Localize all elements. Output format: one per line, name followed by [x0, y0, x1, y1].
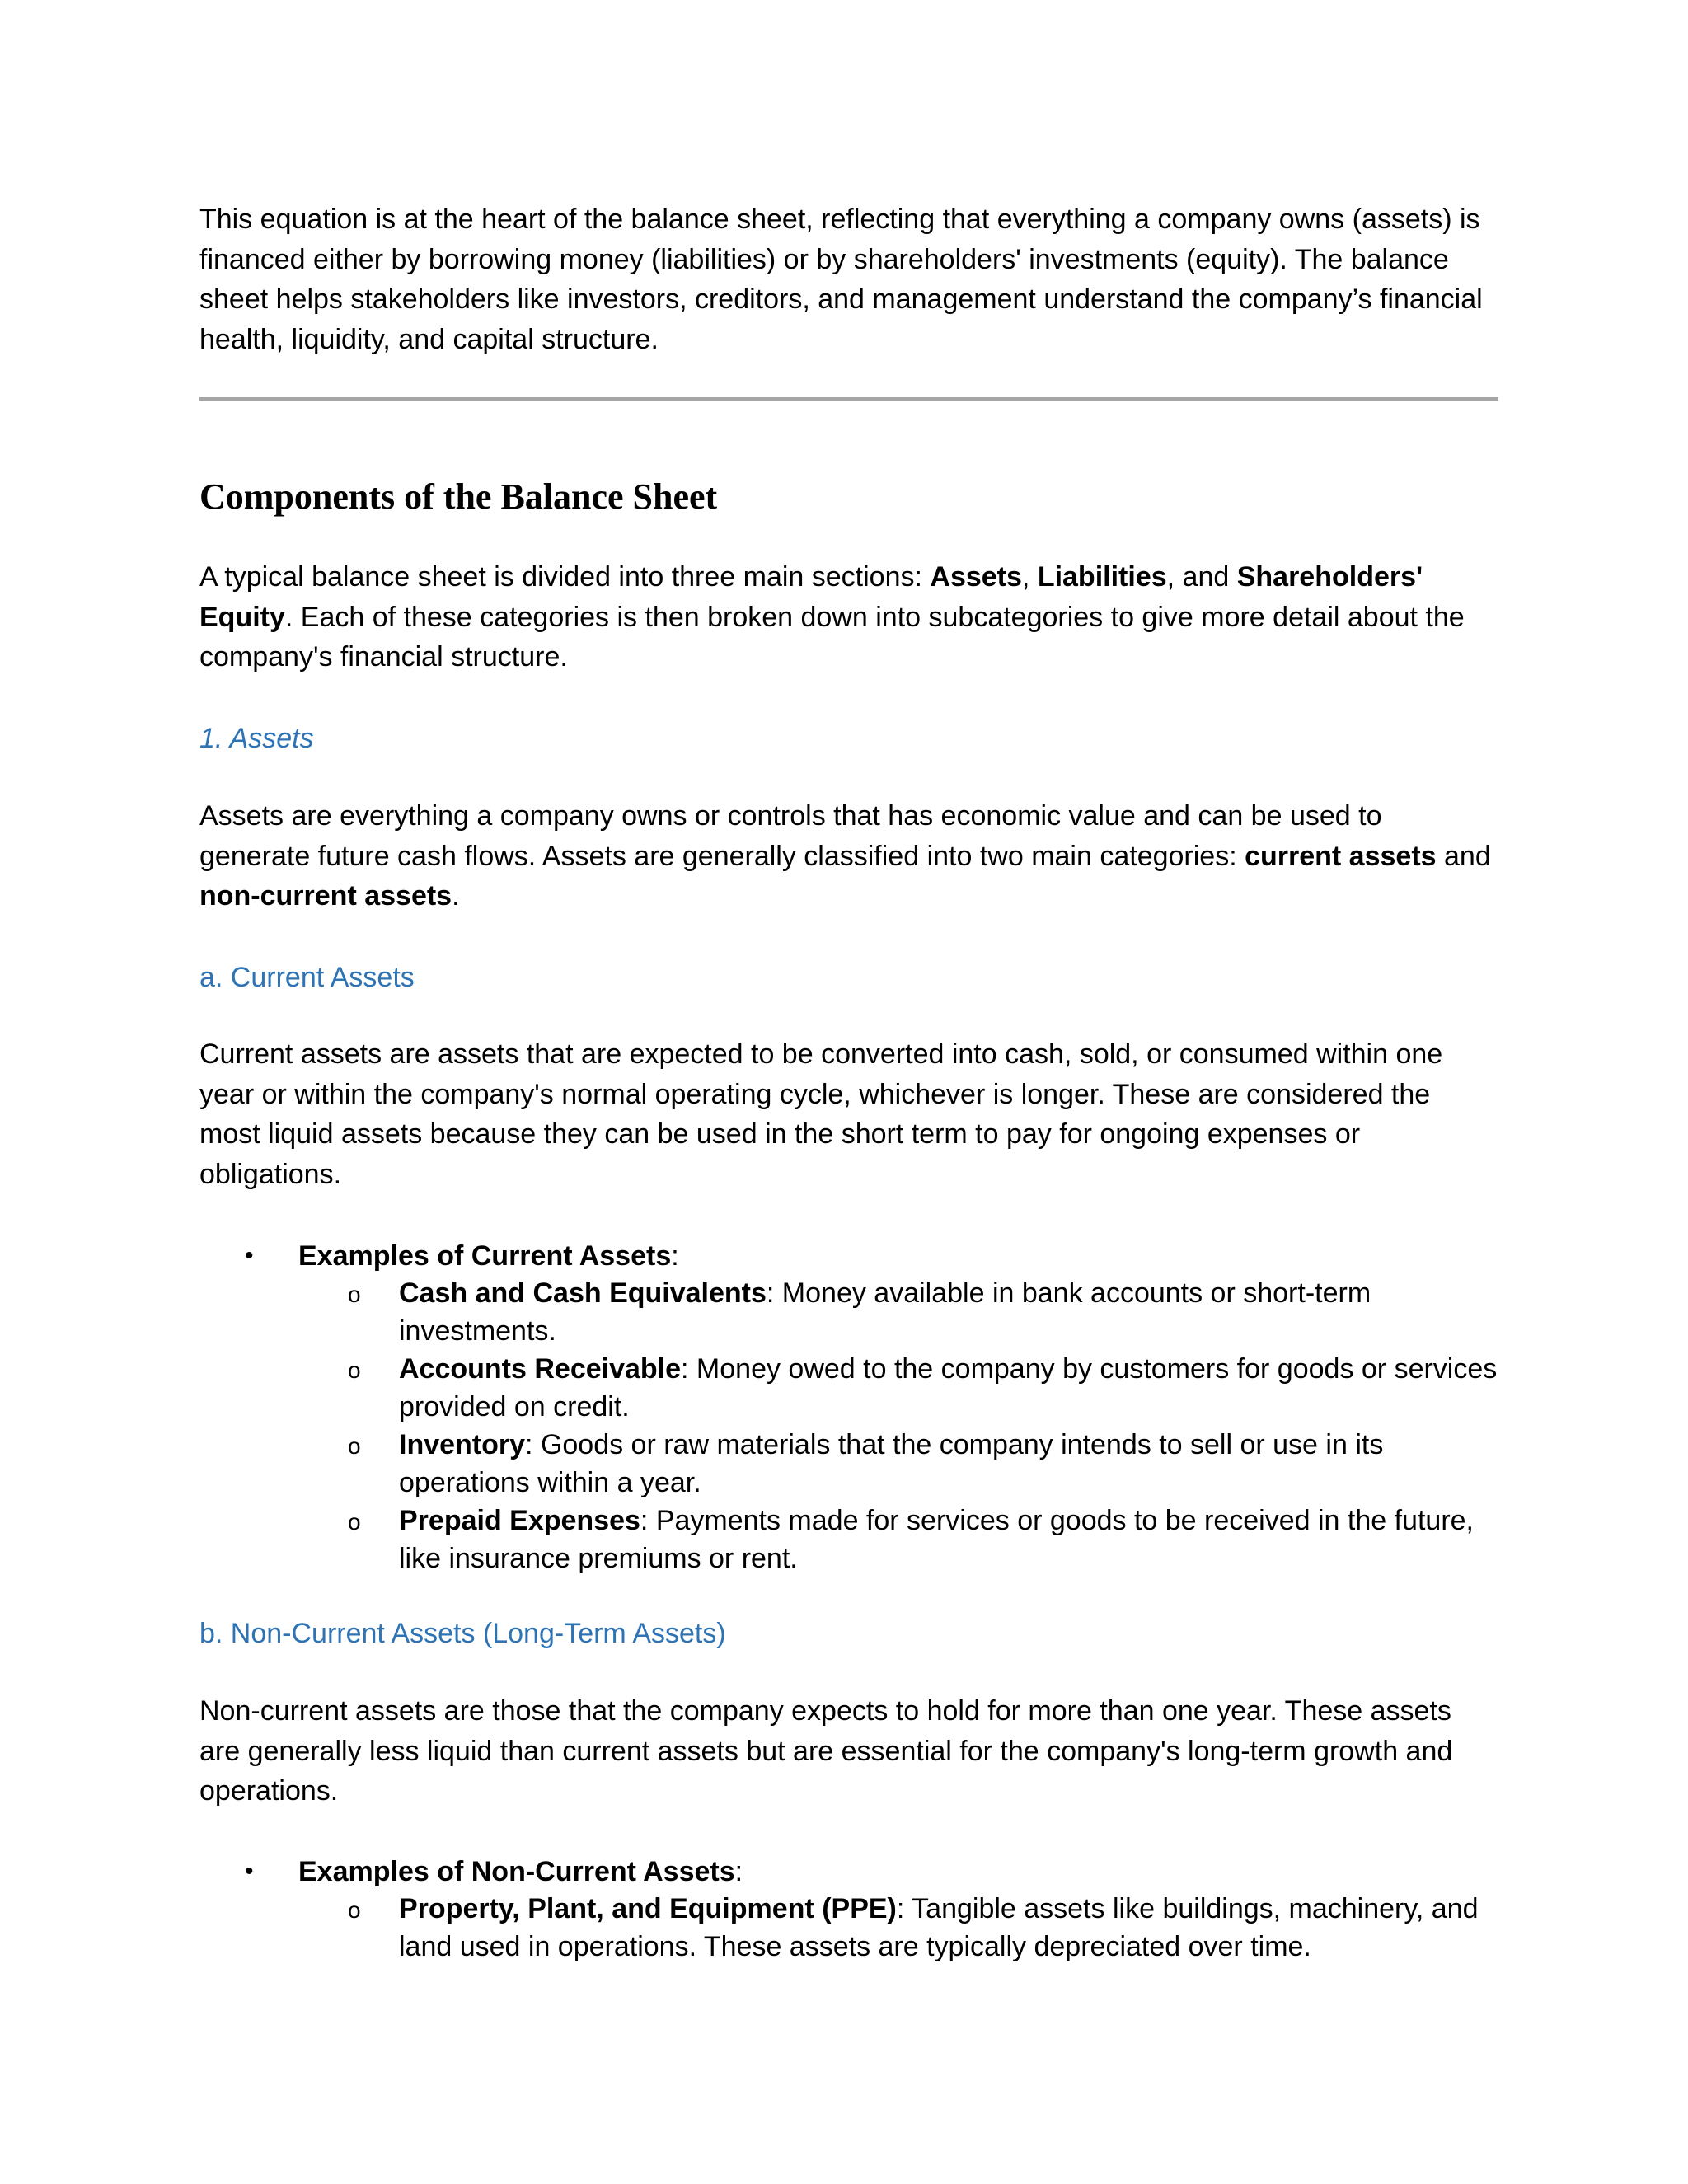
circle-bullet-icon: o	[348, 1282, 361, 1307]
list-item	[199, 1238, 1498, 1274]
noncurrent-assets-sublist	[199, 1890, 1498, 1966]
noncurrent-assets-list	[199, 1854, 1498, 1966]
colon: :	[671, 1240, 679, 1272]
comma: ,	[1021, 561, 1038, 593]
list-item-term: Prepaid Expenses	[399, 1505, 640, 1536]
and-text: , and	[1166, 561, 1237, 593]
current-assets-paragraph: Current assets are assets that are expected to be converted into cash, sold, or consumed within one year or within the company's normal operating cycle, whichever is longer. These are considered the most liquid assets because they can be used in the short term to pay for ongoing expenses or obligations.	[199, 1038, 1443, 1190]
list-item-desc: : Money available in bank accounts or short-term investments.	[399, 1277, 1372, 1347]
list-item	[199, 1890, 1498, 1966]
liabilities-bold: Liabilities	[1037, 561, 1167, 593]
components-text-1: A typical balance sheet is divided into three main sections:	[199, 561, 931, 593]
list-item	[199, 1274, 1498, 1350]
bullet-icon: •	[245, 1242, 254, 1269]
list-item-term: Accounts Receivable	[399, 1353, 682, 1385]
list-item	[199, 1426, 1498, 1502]
list-title-bold: Examples of Current Assets	[298, 1240, 672, 1272]
list-item-desc: : Tangible assets like buildings, machinery, and land used in operations. These assets are typically depreciated over time.	[399, 1893, 1479, 1962]
current-assets-bold: current assets	[1245, 840, 1437, 872]
circle-bullet-icon: o	[348, 1509, 361, 1535]
period: .	[452, 880, 460, 912]
list-item	[199, 1350, 1498, 1426]
list-title	[298, 1238, 679, 1274]
assets-heading: 1. Assets	[199, 723, 314, 754]
noncurrent-assets-bold: non-current assets	[199, 880, 452, 912]
and-text: and	[1436, 840, 1491, 872]
circle-bullet-icon: o	[348, 1357, 361, 1383]
components-text-2: . Each of these categories is then broken down into subcategories to give more detail about the company's financial structure.	[199, 601, 1465, 673]
intro-paragraph: This equation is at the heart of the balance sheet, reflecting that everything a company owns (assets) is financed either by borrowing money (liabilities) or by shareholders' investments (equity). The balance sheet helps stakeholders like investors, creditors, and management understand the company’s financial health, liquidity, and capital structure.	[199, 204, 1483, 355]
assets-paragraph	[199, 796, 1498, 916]
list-item-desc: : Payments made for services or goods to be received in the future, like insurance premiums or rent.	[399, 1505, 1474, 1574]
bullet-icon: •	[245, 1858, 254, 1885]
noncurrent-assets-paragraph: Non-current assets are those that the company expects to hold for more than one year. These assets are generally less liquid than current assets but are essential for the company's long-term growth and operations.	[199, 1695, 1453, 1807]
list-item-term: Property, Plant, and Equipment (PPE)	[399, 1893, 897, 1924]
list-item-term: Inventory	[399, 1429, 526, 1460]
equity-bold: Shareholders' Equity	[199, 561, 1423, 633]
list-item-desc: : Money owed to the company by customers for goods or services provided on credit.	[399, 1353, 1498, 1422]
colon: :	[734, 1856, 743, 1887]
noncurrent-assets-heading: b. Non-Current Assets (Long-Term Assets)	[199, 1618, 726, 1649]
list-item-term: Cash and Cash Equivalents	[399, 1277, 767, 1309]
current-assets-heading: a. Current Assets	[199, 962, 415, 993]
assets-text: Assets are everything a company owns or controls that has economic value and can be used to generate future cash flows. Assets are generally classified into two main categories:	[199, 800, 1382, 872]
horizontal-rule	[199, 397, 1498, 401]
components-heading: Components of the Balance Sheet	[199, 476, 718, 517]
current-assets-list	[199, 1238, 1498, 1577]
assets-bold: Assets	[930, 561, 1022, 593]
circle-bullet-icon: o	[348, 1433, 361, 1459]
list-title-bold: Examples of Non-Current Assets	[298, 1856, 735, 1887]
list-item-desc: : Goods or raw materials that the company intends to sell or use in its operations within a year.	[399, 1429, 1384, 1498]
list-item	[199, 1502, 1498, 1577]
circle-bullet-icon: o	[348, 1897, 361, 1923]
current-assets-sublist	[199, 1274, 1498, 1577]
list-item	[199, 1854, 1498, 1890]
components-paragraph	[199, 557, 1498, 677]
list-title	[298, 1854, 743, 1890]
